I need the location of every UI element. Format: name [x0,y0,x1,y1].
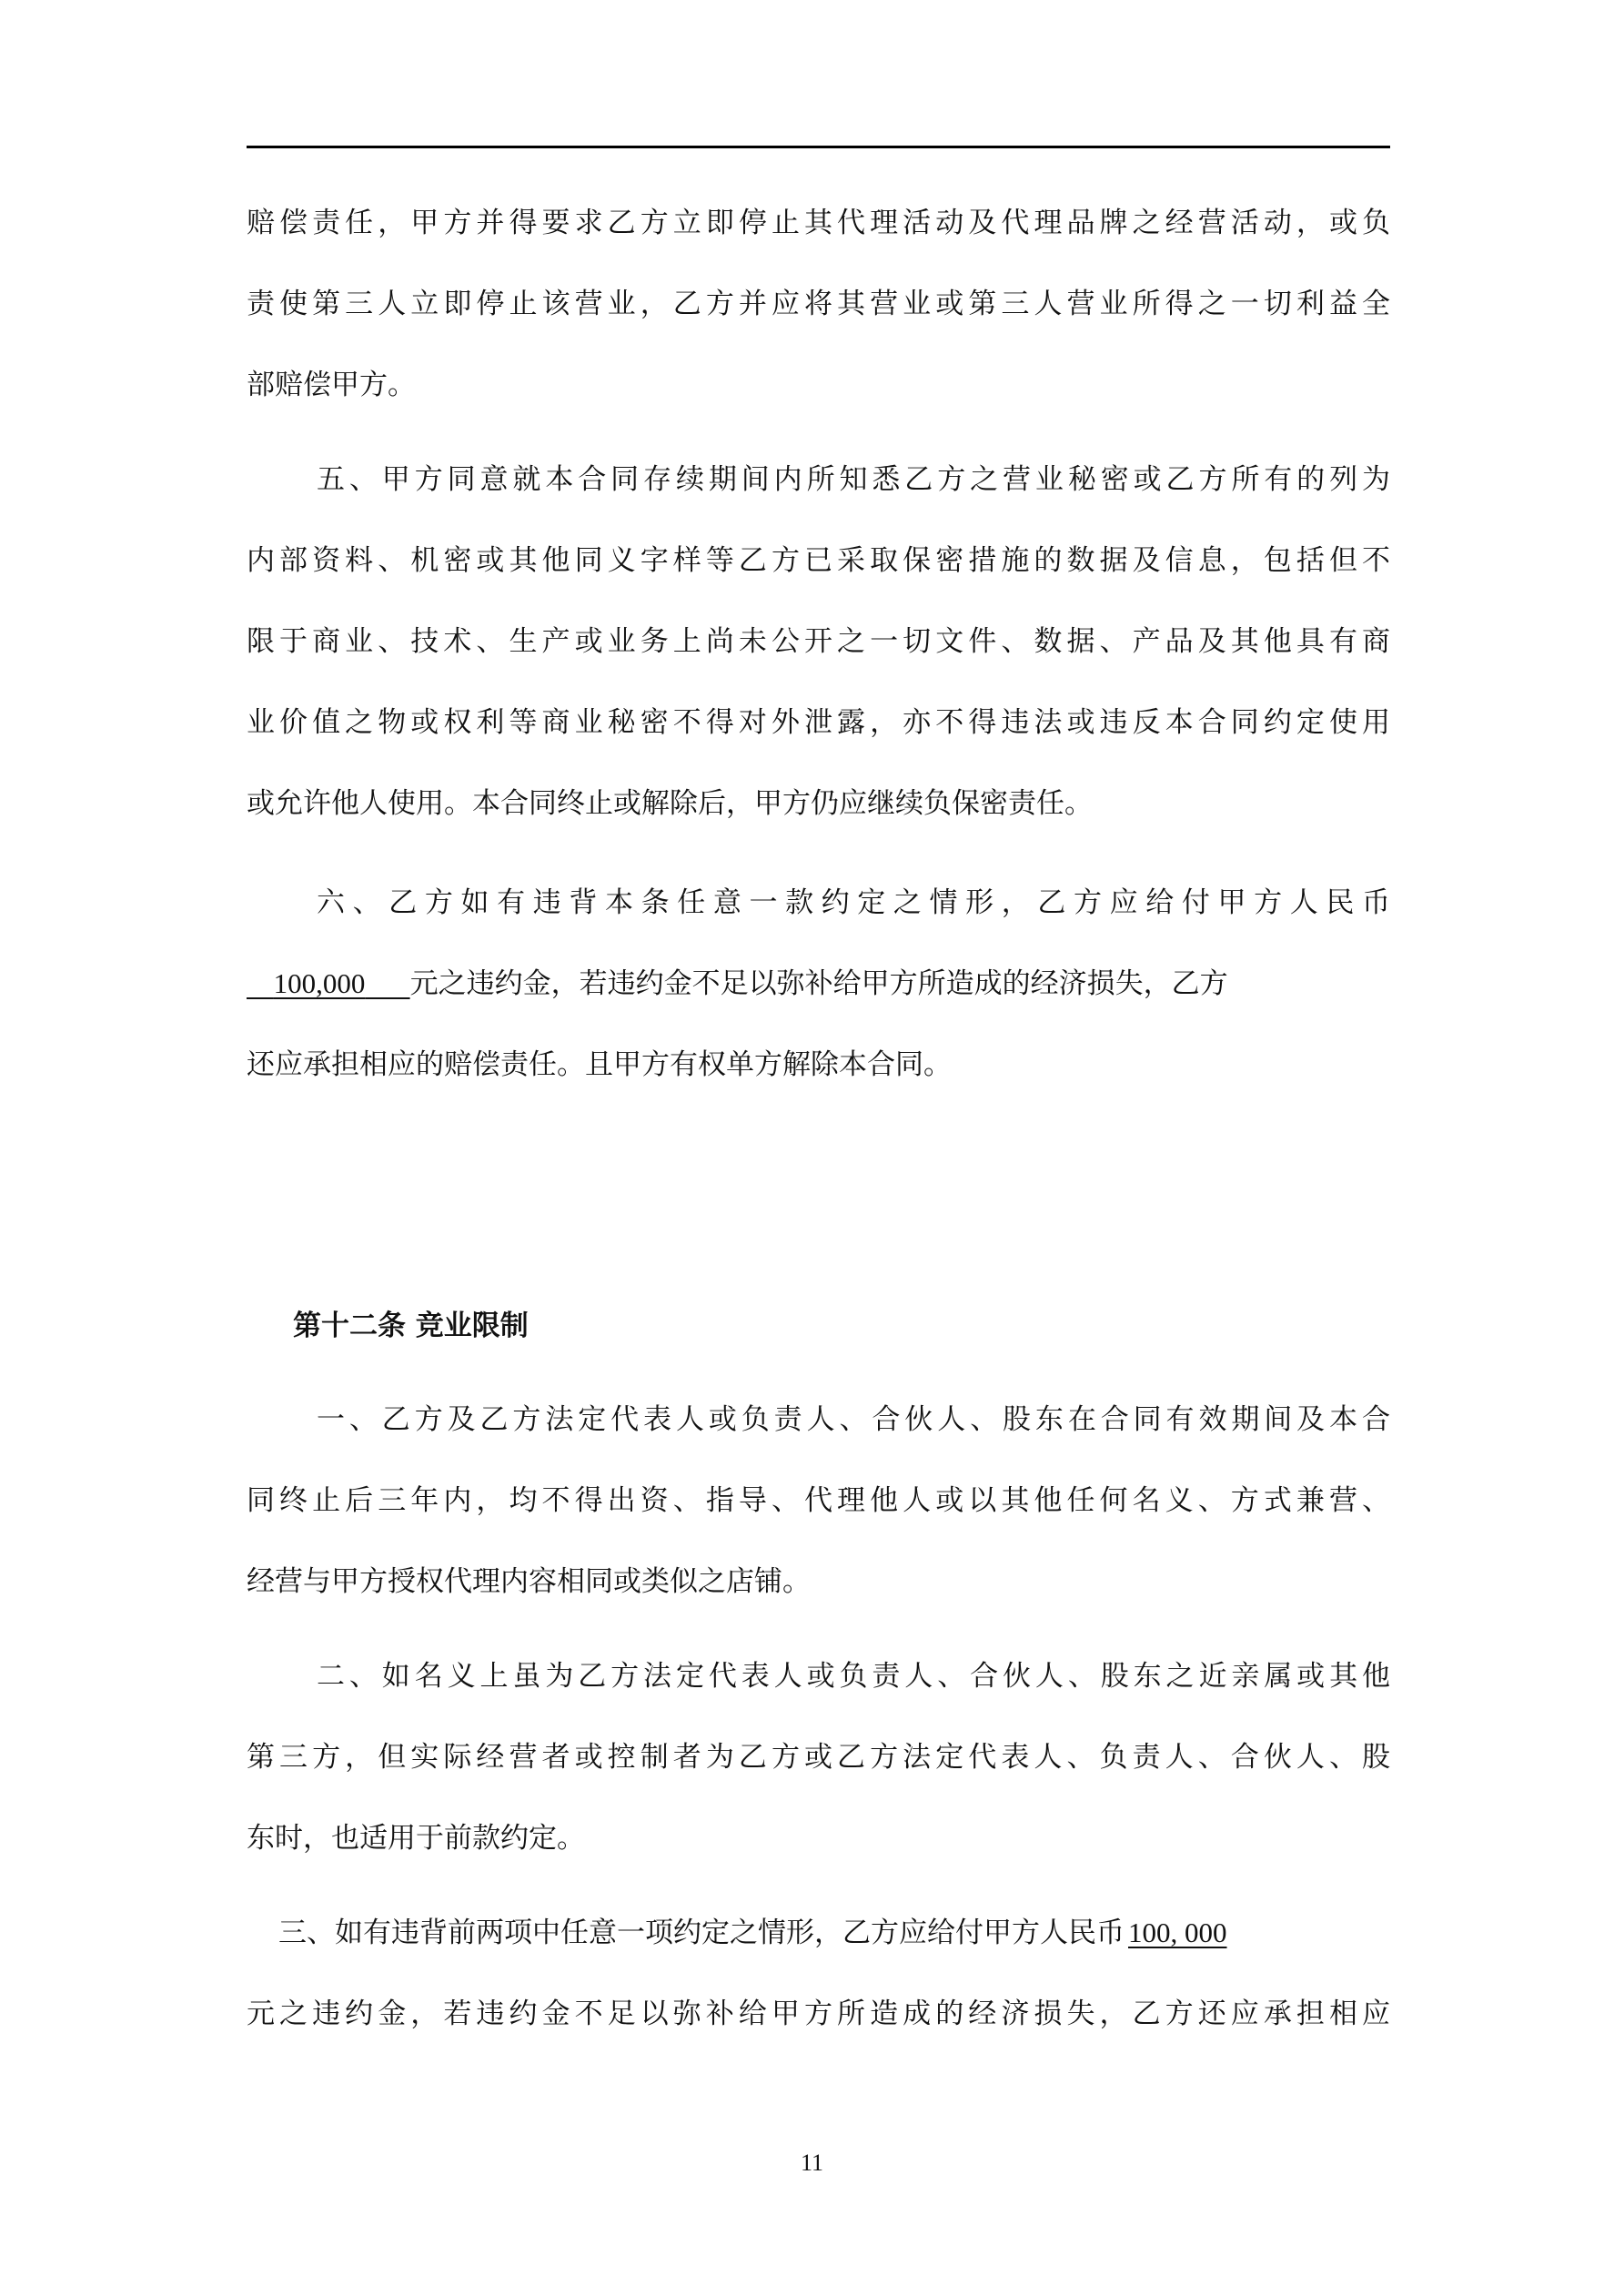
text-line: 六、乙方如有违背本条任意一款约定之情形，乙方应给付甲方人民币 [317,886,1390,919]
text-line: 部赔偿甲方。 [247,369,416,401]
text-line: 赔偿责任，甲方并得要求乙方立即停止其代理活动及代理品牌之经营活动，或负 [247,207,1390,239]
penalty-amount: 100, 000 [1128,1917,1227,1948]
text-line: 责使第三人立即停止该营业，乙方并应将其营业或第三人营业所得之一切利益全 [247,288,1390,320]
text-line: 东时，也适用于前款约定。 [247,1822,585,1855]
text-line: 同终止后三年内，均不得出资、指导、代理他人或以其他任何名义、方式兼营、 [247,1484,1390,1517]
text-line: 五、甲方同意就本合同存续期间内所知悉乙方之营业秘密或乙方所有的列为 [317,463,1390,496]
text-line: 限于商业、技术、生产或业务上尚未公开之一切文件、数据、产品及其他具有商 [247,625,1390,658]
article-heading: 第十二条 竞业限制 [293,1310,529,1342]
text-line: 业价值之物或权利等商业秘密不得对外泄露，亦不得违法或违反本合同约定使用 [247,706,1390,739]
text-line: 二、如名义上虽为乙方法定代表人或负责人、合伙人、股东之近亲属或其他 [317,1660,1390,1693]
text-line: 经营与甲方授权代理内容相同或类似之店铺。 [247,1565,811,1598]
text-span: 元之违约金，若违约金不足以弥补给甲方所造成的经济损失，乙方 [409,967,1228,1000]
text-line: 或允许他人使用。本合同终止或解除后，甲方仍应继续负保密责任。 [247,787,1093,820]
header-rule [247,146,1390,148]
text-line: 元之违约金，若违约金不足以弥补给甲方所造成的经济损失，乙方还应承担相应 [247,1998,1390,2030]
text-line: 一、乙方及乙方法定代表人或负责人、合伙人、股东在合同有效期间及本合 [317,1403,1390,1436]
penalty-amount-blank [247,967,410,1000]
text-line: 内部资料、机密或其他同义字样等乙方已采取保密措施的数据及信息，包括但不 [247,544,1390,577]
text-line-with-amount [247,966,1390,1002]
text-span: 三、如有违背前两项中任意一项约定之情形，乙方应给付甲方人民币 [278,1917,1125,1949]
page-number: 11 [800,2149,824,2176]
text-line-with-amount [278,1915,1390,1951]
text-line: 第三方，但实际经营者或控制者为乙方或乙方法定代表人、负责人、合伙人、股 [247,1741,1390,1774]
penalty-amount: 100,000 [273,967,366,999]
text-line: 还应承担相应的赔偿责任。且甲方有权单方解除本合同。 [247,1048,952,1081]
